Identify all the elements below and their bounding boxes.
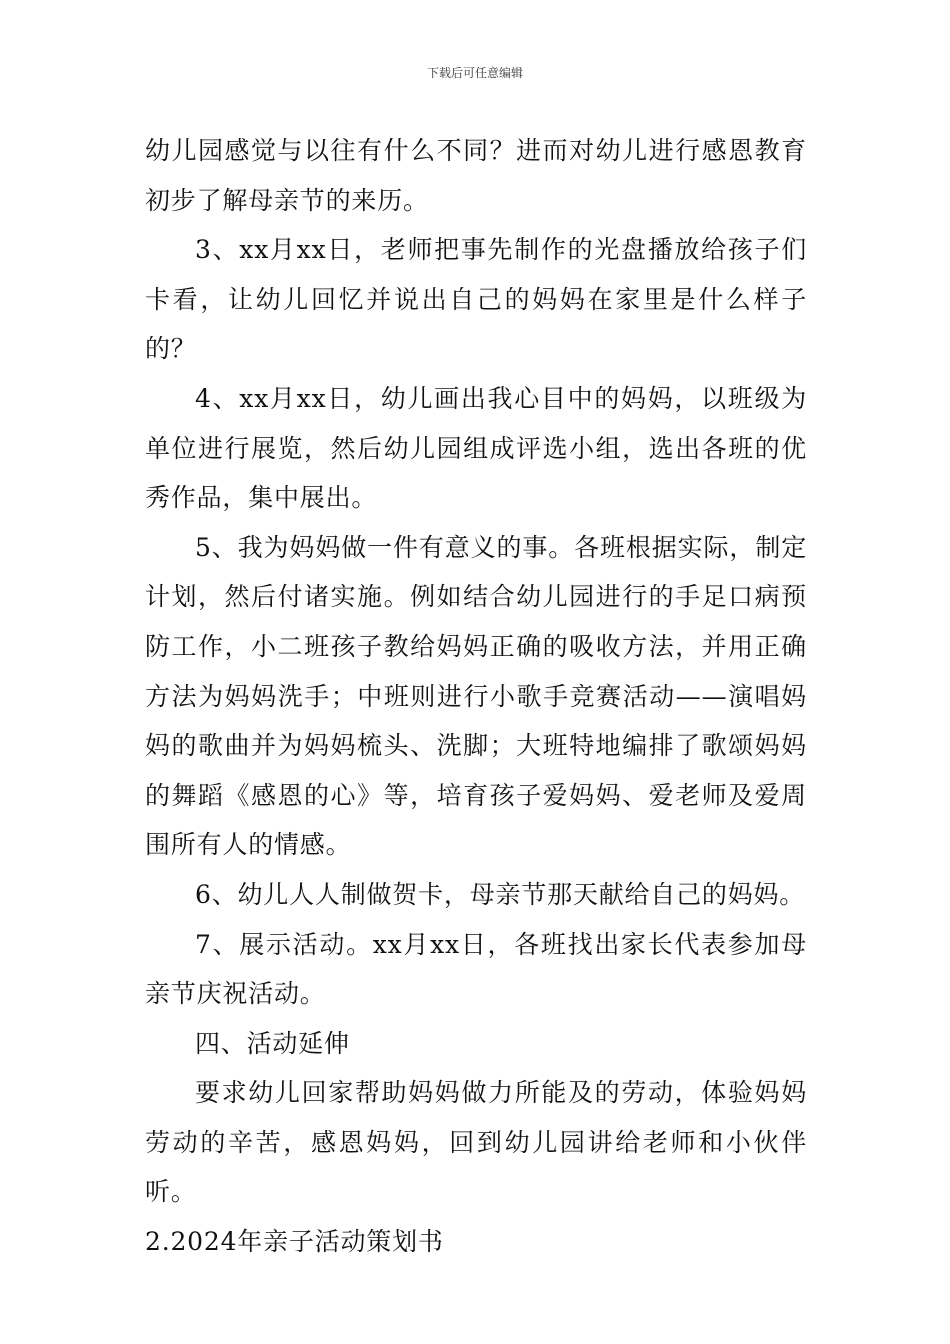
paragraph-extension-detail: 要求幼儿回家帮助妈妈做力所能及的劳动，体验妈妈劳动的辛苦，感恩妈妈，回到幼儿园讲给老师和小伙伴听。 bbox=[145, 1078, 807, 1207]
paragraph-item-4: 4、xx月xx日，幼儿画出我心目中的妈妈，以班级为单位进行展览，然后幼儿园组成评选小组，选出各班的优秀作品，集中展出。 bbox=[145, 383, 807, 513]
header-note: 下载后可任意编辑 bbox=[426, 66, 523, 80]
document-body bbox=[145, 126, 807, 1267]
section-title-next-plan: 2.2024年亲子活动策划书 bbox=[145, 1227, 444, 1257]
paragraph-intro-continuation: 幼儿园感觉与以往有什么不同？进而对幼儿进行感恩教育初步了解母亲节的来历。 bbox=[145, 136, 807, 215]
paragraph-item-5: 5、我为妈妈做一件有意义的事。各班根据实际，制定计划，然后付诸实施。例如结合幼儿园进行的手足口病预防工作，小二班孩子教给妈妈正确的吸收方法，并用正确方法为妈妈洗手；中班则进行小歌手竞赛活动——演唱妈妈的歌曲并为妈妈梳头、洗脚；大班特地编排了歌颂妈妈的舞蹈《感恩的心》等，培育孩子爱妈妈、爱老师及爱周围所有人的情感。 bbox=[145, 532, 807, 860]
paragraph-item-7: 7、展示活动。xx月xx日，各班找出家长代表参加母亲节庆祝活动。 bbox=[145, 929, 807, 1009]
section-heading-activity-extension: 四、活动延伸 bbox=[195, 1028, 350, 1058]
paragraph-item-6: 6、幼儿人人制做贺卡，母亲节那天献给自己的妈妈。 bbox=[195, 879, 806, 909]
paragraph-item-3: 3、xx月xx日，老师把事先制作的光盘播放给孩子们卡看，让幼儿回忆并说出自己的妈妈在家里是什么样子的？ bbox=[145, 235, 807, 364]
